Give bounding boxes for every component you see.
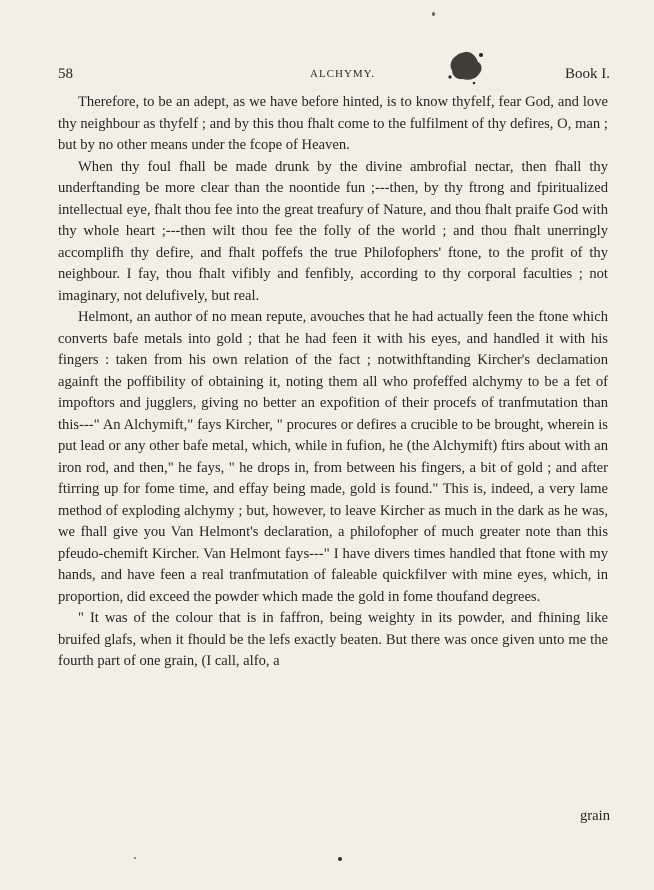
page-number: 58 bbox=[58, 66, 73, 82]
ink-blot-stain bbox=[445, 46, 485, 86]
body-text bbox=[58, 92, 608, 673]
ink-speck bbox=[134, 857, 136, 859]
page-header bbox=[58, 66, 610, 86]
running-title: ALCHYMY. bbox=[310, 68, 375, 80]
ink-speck bbox=[432, 12, 435, 16]
book-label: Book I. bbox=[565, 66, 610, 82]
paragraph-soul: When thy foul fhall be made drunk by the divine ambrofial nectar, then fhall thy underftanding be more clear than the noontide fun ;---then, by thy ftrong and fpiritualized intellectual eye, fhalt thou fee into the great treafury of Nature, and thou fhalt praife God with thy whole heart ;---then wilt thou fee the folly of the world ; and thou fhalt unerringly accomplifh thy defire, and fhalt poffefs the true Philofophers' ftone, to the profit of thy neighbour. I fay, thou fhalt vifibly and fenfibly, according to thy corporal faculties ; not imaginary, not delufively, but real. bbox=[58, 158, 608, 304]
paragraph-adept: Therefore, to be an adept, as we have before hinted, is to know thyfelf, fear God, and love thy neighbour as thyfelf ; and by this thou fhalt come to the fulfilment of thy defires, O, man ; but by no other means under the fcope of Heaven. bbox=[58, 94, 608, 153]
paragraph-saffron: " It was of the colour that is in faffron, being weighty in its powder, and fhining like bruifed glafs, when it fhould be the lefs exactly beaten. But there was once given unto me the fourth part of one grain, (I call, alfo, a bbox=[58, 610, 608, 669]
paragraph-helmont: Helmont, an author of no mean repute, avouches that he had actually feen the ftone which converts bafe metals into gold ; that he had feen it with his eyes, and handled it with his fingers : taken from his own relation of the fact ; notwithftanding Kircher's declamation againft the poffibility of obtaining it, noting them all who profeffed alchymy to be a fet of impoftors and jugglers, giving no better an expofition of their procefs of tranfmutation than this---" An Alchymift," fays Kircher, " procures or defires a crucible to be brought, wherein is put lead or any other bafe metal, which, while in fufion, he (the Alchymift) ftirs about with an iron rod, and then," he fays, " he drops in, from between his fingers, a bit of gold ; and after ftirring up for fome time, and effay being made, gold is found." This is, indeed, a very lame method of exploding alchymy ; but, however, to leave Kircher as much in the dark as he was, we fhall give you Van Helmont's declaration, a philofopher of much greater note than this pfeudo-chemift Kircher. Van Helmont fays---" I have divers times handled that ftone with my hands, and have feen a real tranfmutation of faleable quickfilver with mine eyes, which, in proportion, did exceed the powder which made the gold in fome thoufand degrees. bbox=[58, 309, 608, 605]
catchword: grain bbox=[580, 808, 610, 824]
ink-speck bbox=[338, 857, 342, 861]
